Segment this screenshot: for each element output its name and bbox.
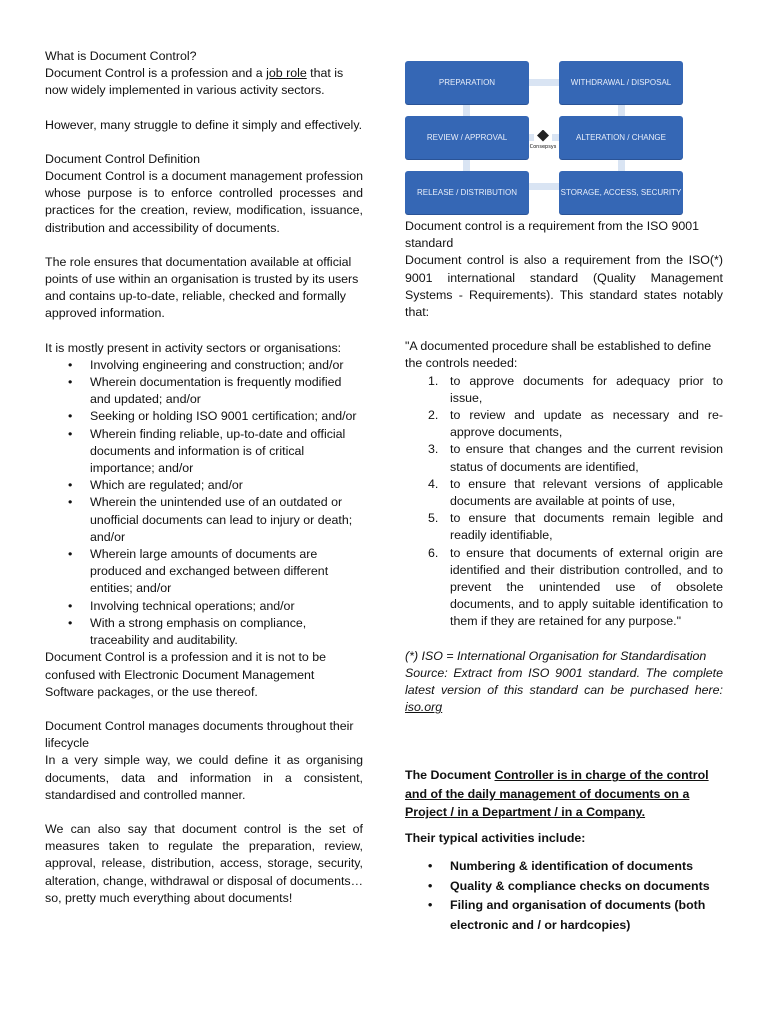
intro-text: Document Control is a profession and a: [45, 66, 267, 81]
definition-heading: Document Control Definition: [45, 151, 200, 166]
list-item: 3. to ensure that changes and the current revision status of documents are identified,: [428, 442, 723, 474]
list-item: • Involving engineering and construction; and/or: [90, 357, 363, 374]
list-item: 6. to ensure that documents of external origin are identified and their distribution controlled, and to prevent the unintended use of obsolete documents, and to apply suitable identification to them if they are retained for any purpose.": [428, 545, 723, 629]
intro-text-end: that is now widely implemented in various activity sectors.: [45, 66, 344, 98]
source-paragraph: [405, 665, 723, 717]
connector: [463, 159, 470, 171]
list-item: • Numbering & identification of documents: [450, 857, 723, 877]
box-withdrawal-disposal: WITHDRAWAL / DISPOSAL: [559, 61, 683, 104]
box-preparation: PREPARATION: [405, 61, 529, 104]
quote-intro: "A documented procedure shall be established to define the controls needed:: [405, 339, 712, 371]
iso-org-link[interactable]: iso.org: [405, 700, 443, 715]
sectors-list: [45, 357, 363, 649]
consepsys-logo: [529, 123, 557, 156]
list-item: • Which are regulated; and/or: [90, 477, 363, 494]
list-item: • Wherein large amounts of documents are produced and exchanged between different entities; and/or: [90, 546, 363, 598]
iso-footnote: (*) ISO = International Organisation for Standardisation: [405, 648, 707, 663]
list-item: • Filing and organisation of documents (both electronic and / or hardcopies): [450, 896, 723, 935]
definition-paragraph: Document Control is a document management profession whose purpose is to enforce controlled processes and practices for the creation, review, modification, issuance, distribution and accessibility of documents.: [45, 169, 363, 235]
box-alteration-change: ALTERATION / CHANGE: [559, 116, 683, 159]
control-text: to approve documents for adequacy prior to issue,: [450, 373, 723, 405]
logo-mark-icon: [537, 130, 549, 142]
struggle-paragraph: However, many struggle to define it simply and effectively.: [45, 117, 363, 132]
control-text: to review and update as necessary and re-approve documents,: [450, 408, 723, 440]
intro-paragraph: [45, 65, 363, 99]
list-item: 4. to ensure that relevant versions of applicable documents are available at points of use,: [428, 476, 723, 509]
connector: [529, 183, 559, 190]
list-item: • With a strong emphasis on compliance, traceability and auditability.: [90, 615, 363, 649]
connector: [618, 104, 625, 116]
list-item: • Seeking or holding ISO 9001 certification; and/or: [90, 408, 363, 425]
list-item: 5. to ensure that documents remain legible and readily identifiable,: [428, 511, 723, 543]
control-text: to ensure that documents remain legible and readily identifiable,: [450, 511, 723, 543]
lifecycle-paragraph: In a very simple way, we could define it as organising documents, data and information in a consistent, standardised and controlled manner.: [45, 753, 363, 802]
connector: [529, 79, 559, 86]
list-item: • Involving technical operations; and/or: [90, 598, 363, 615]
list-item: • Wherein the unintended use of an outdated or unofficial documents can lead to injury or death; and/or: [90, 494, 363, 546]
list-item: 1. to approve documents for adequacy prior to issue,: [428, 373, 723, 405]
controller-text: The Document: [405, 768, 495, 783]
list-item: 2. to review and update as necessary and re-approve documents,: [428, 408, 723, 440]
list-item: • Wherein documentation is frequently modified and updated; and/or: [90, 374, 363, 408]
controls-list: [405, 373, 723, 631]
control-text: to ensure that documents of external origin are identified and their distribution controlled, and to prevent the unintended use of obsolete documents, and to apply suitable identification to them if they are retained for any purpose.": [450, 545, 723, 629]
iso-heading: Document control is a requirement from the ISO 9001 standard: [405, 219, 700, 251]
controller-paragraph: [405, 766, 723, 822]
box-release-distribution: RELEASE / DISTRIBUTION: [405, 171, 529, 214]
activities-list: [405, 857, 723, 935]
right-column: [405, 218, 723, 935]
list-item: • Wherein finding reliable, up-to-date and official documents and information is of critical importance; and/or: [90, 426, 363, 478]
left-column: [45, 48, 363, 907]
sectors-intro: It is mostly present in activity sectors or organisations:: [45, 340, 342, 355]
logo-text: Consepsys: [529, 143, 557, 150]
lifecycle-heading: Document Control manages documents throughout their lifecycle: [45, 718, 354, 751]
control-text: to ensure that relevant versions of applicable documents are available at points of use,: [450, 476, 723, 509]
box-storage-access-security: STORAGE, ACCESS, SECURITY: [559, 171, 683, 214]
control-text: to ensure that changes and the current revision status of documents are identified,: [450, 442, 723, 474]
measures-paragraph: We can also say that document control is the set of measures taken to regulate the preparation, review, approval, release, distribution, access, storage, security, alteration, change, withdrawal or disposal of documents… so, pretty much everything about documents!: [45, 821, 363, 905]
connector: [463, 104, 470, 116]
lifecycle-diagram: [405, 61, 683, 212]
controller-text-underlined: Controller is in charge of the control and of the daily management of documents on a Project / in a Department / in a Company.: [405, 768, 709, 820]
not-edms-paragraph: Document Control is a profession and it is not to be confused with Electronic Document Management Software packages, or the use thereof.: [45, 650, 327, 699]
heading-what-is-document-control: What is Document Control?: [45, 49, 197, 63]
box-review-approval: REVIEW / APPROVAL: [405, 116, 529, 159]
connector: [618, 159, 625, 171]
activities-intro: Their typical activities include:: [405, 830, 586, 845]
iso-paragraph: Document control is also a requirement from the ISO(*) 9001 international standard (Quality Management Systems - Requirements). This standard states notably that:: [405, 253, 723, 320]
job-role-link[interactable]: job role: [266, 66, 307, 81]
list-item: • Quality & compliance checks on documents: [450, 877, 723, 897]
role-paragraph: The role ensures that documentation available at official points of use within an organisation is trusted by its users and contains up-to-date, reliable, checked and formally approved information.: [45, 254, 359, 321]
source-text: Source: Extract from ISO 9001 standard. The complete latest version of this standard can be purchased here:: [405, 665, 723, 698]
